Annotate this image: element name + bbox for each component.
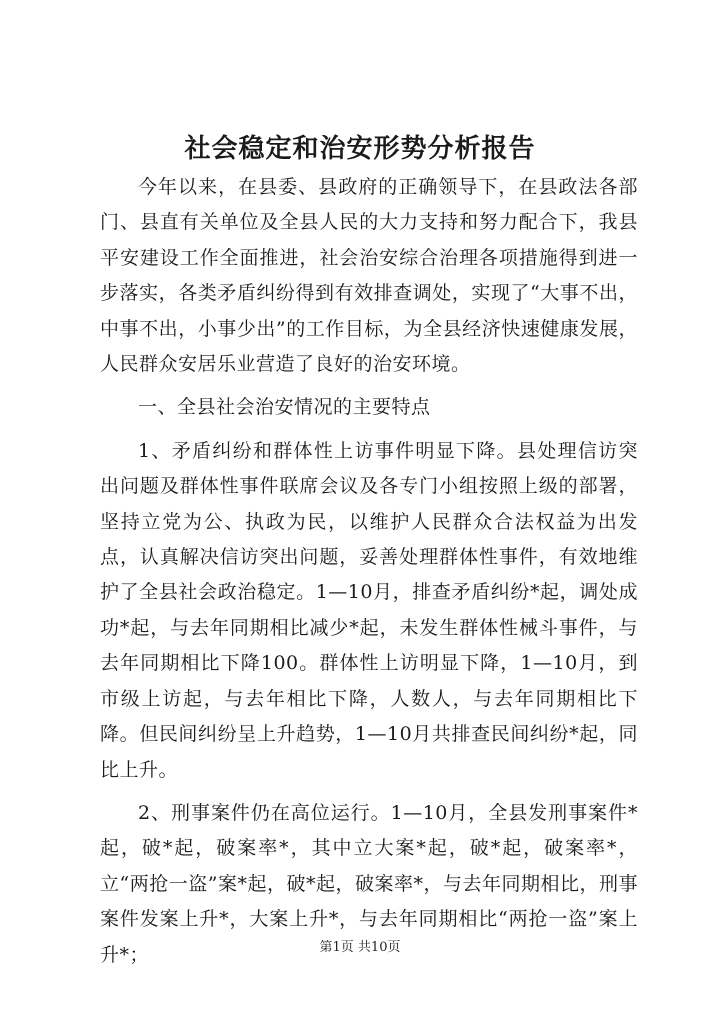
page-title: 社会稳定和治安形势分析报告 bbox=[184, 134, 536, 164]
paragraph-criminal-cases: 2、刑事案件仍在高位运行。1—10月，全县发刑事案件*起，破*起，破案率*，其中立大案*起，破*起，破案率*，立“两抢一盗”案*起，破*起，破案率*，与去年同期相比，刑事案件发案上升*，大案上升*，与去年同期相比“两抢一盗”案上升*； bbox=[100, 801, 638, 966]
document-body bbox=[100, 170, 638, 973]
page-footer: 第1页 共10页 bbox=[319, 940, 401, 955]
paragraph-intro: 今年以来，在县委、县政府的正确领导下，在县政法各部门、县直有关单位及全县人民的大力支持和努力配合下，我县平安建设工作全面推进，社会治安综合治理各项措施得到进一步落实，各类矛盾纠纷得到有效排查调处，实现了“大事不出，中事不出，小事少出”的工作目标，为全县经济快速健康发展，人民群众安居乐业营造了良好的治安环境。 bbox=[100, 176, 638, 376]
paragraph-disputes: 1、矛盾纠纷和群体性上访事件明显下降。县处理信访突出问题及群体性事件联席会议及各专门小组按照上级的部署，坚持立党为公、执政为民，以维护人民群众合法权益为出发点，认真解决信访突出问题，妥善处理群体性事件，有效地维护了全县社会政治稳定。1—10月，排查矛盾纠纷*起，调处成功*起，与去年同期相比减少*起，未发生群体性械斗事件，与去年同期相比下降100。群体性上访明显下降，1—10月，到市级上访起，与去年相比下降，人数人，与去年同期相比下降。但民间纠纷呈上升趋势，1—10月共排查民间纠纷*起，同比上升。 bbox=[100, 439, 638, 781]
section-heading: 一、全县社会治安情况的主要特点 bbox=[138, 396, 431, 419]
